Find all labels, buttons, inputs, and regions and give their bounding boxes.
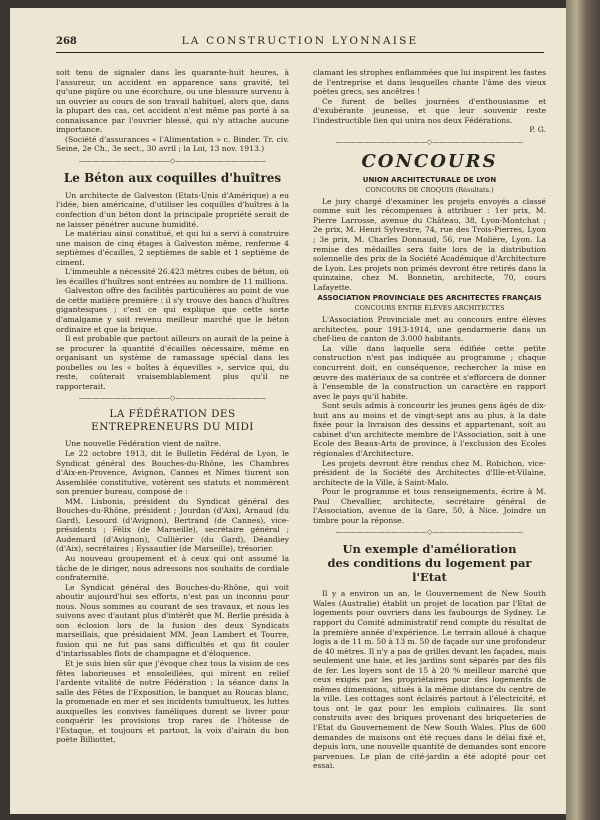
text-paragraph: Galveston offre des facilités particulières au point de vue de cette matière première : il s'y trouve des bancs d'huîtres gigantesques ; c'est ce qui explique que cette sorte d'amalgame y soit revenu meilleur marché que le béton ordinaire et que la brique. (56, 286, 289, 334)
subsection-title-association: ASSOCIATION PROVINCIALE DES ARCHITECTES FRANÇAIS (317, 294, 542, 303)
text-paragraph: Il y a environ un an, le Gouvernement de New South Wales (Australie) établit un projet de location par l'Etat de logements pour ouvriers dans les faubourgs de Sydney. Le rapport du Comité administratif rend compte du résultat de la première année d'expérience. Le terrain alloué à chaque logis a de 11 m. 50 à 13 m. 50 de façade sur une profondeur de 40 mètres. Il n'y a pas de grilles devant les façades, mais seulement une haie, et les jardins sont séparés par des fils de fer. Les loyers sont de 15 à 20 % meilleur marché que ceux exigés par les propriétaires pour des logements de mêmes dimensions, situés à la même distance du centre de la ville. Les cottages sont éclairés partout à l'électricité, et tous ont le gaz pour les emplois culinaires. Ils sont construits avec des briques provenant des briqueteries de l'Etat du Gouvernement de New South Wales. Plus de 600 demandes de maisons ont été reçues dans le délai fixé et, depuis lors, une nouvelle quantité de demandes sont encore parvenues. Le plan de cité-jardin a été adopté pour cet essai. (313, 589, 547, 771)
article-signature: P. G. (529, 125, 546, 135)
left-column (56, 68, 289, 745)
text-paragraph: Les projets devront être rendus chez M. Robichon, vice-président de la Société des Architectes d'Ille-et-Vilaine, architecte de la Ville, à Saint-Malo. (313, 458, 546, 487)
text-paragraph: Une nouvelle Fédération vient de naître. (65, 439, 222, 449)
journal-page (10, 8, 566, 814)
text-paragraph: Sont seuls admis à concourir les jeunes gens âgés de dix-huit ans au moins et de vingt-sept ans au plus, à la date fixée pour la livraison des dessins et appartenant, soit au cabinet d'un architecte membre de l'Association, soit à une Ecole des Beaux-Arts de province, à l'exclusion des Ecoles régionales d'Architecture. (313, 401, 546, 458)
text-paragraph: MM. Lisbonis, président du Syndicat général des Bouches-du-Rhône, président ; Jourdan (d'Aix), Arnaud (du Gard), Lesourd (d'Avignon), Bertrand (de Cannes), vice-présidents ; Félix (de Marseille), secrétaire général ; Audemard (d'Avignon), Cullièrier (du Gard), Déandiey (d'Aix), secrétaires ; Eyssautier (de Marseille), trésorier. (56, 496, 289, 554)
subsection-subtitle-union: CONCOURS DE CROQUIS (Résultats.) (365, 185, 494, 194)
text-paragraph: L'Association Provinciale met au concours entre élèves architectes, pour 1913-1914, une gendarmerie dans un chef-lieu de canton de 3.000 habitants. (313, 315, 546, 344)
text-paragraph: Au nouveau groupement et à ceux qui ont assumé la tâche de le diriger, nous adressons nos souhaits de cordiale confraternité. (56, 553, 289, 583)
text-paragraph: Le matériau ainsi constitué, et qui lui a servi à construire une maison de cinq étages à Galveston même, renferme 4 septièmes d'écailles, 2 septièmes de sable et 1 septième de ciment. (56, 229, 289, 267)
page-number: 268 (56, 36, 77, 47)
text-paragraph: soit tenu de signaler dans les quarante-huit heures, à l'assureur, un accident en apparence sans gravité, tel qu'une piqûre ou une écorchure, ou une blessure survenu à un ouvrier au cours de son travail habituel, alors que, dans la plupart des cas, cet accident n'est même pas porté à sa connaissance par l'ouvrier blessé, qui n'y attache aucune importance. (56, 68, 289, 135)
text-paragraph: Ce furent de belles journées d'enthousiasme et d'exubérante jeunesse, et que leur souvenir reste l'indestructible lien qui unira nos deux Fédérations. (313, 96, 546, 125)
article-title-exemple (313, 542, 546, 584)
journal-title: LA CONSTRUCTION LYONNAISE (181, 35, 419, 47)
text-paragraph: Il est probable que partout ailleurs on aurait de la peine à se procurer la quantité d'écailles nécessaire, même en organisant un système de ramassage spécial dans les poubelles ou les « boîtes à équevilles », service qui, du reste, coûterait vraisemblablement plus qu'il ne rapporterait. (56, 334, 289, 391)
page-header (56, 36, 544, 53)
book-edge (566, 0, 600, 820)
subsection-subtitle-association: CONCOURS ENTRE ÉLÈVES ARCHITECTES (354, 304, 505, 313)
article-title-federation: LA FÉDÉRATION DES ENTREPRENEURS DU MIDI (91, 408, 254, 434)
section-title-concours: CONCOURS (361, 150, 498, 172)
section-divider: —————————————◇————————————— (78, 394, 267, 403)
article-title-line: Un exemple d'amélioration (342, 542, 517, 557)
section-divider: —————————————◇————————————— (78, 156, 267, 165)
text-paragraph: La ville dans laquelle sera édifiée cette petite construction n'est pas indiquée au programme ; chaque concurrent doit, en conséquence, rechercher la mise en œuvre des matériaux de sa contrée et s'efforcera de donner à l'ensemble de la construction un caractère en rapport avec le pays qu'il habite. (313, 343, 546, 401)
text-paragraph: Le Syndicat général des Bouches-du-Rhône, qui voit aboutir aujourd'hui ses efforts, n'est pas un inconnu pour nous. Nous sommes au courant de ses travaux, et nous les suivons avec d'autant plus d'intérêt que M. Berlie présida à son éclosion lors de la fusion des deux Syndicats marseillais, que présidaient MM. Jean Lambert et Tourre, fusion qui ne fut pas sans difficultés et qui fit couler d'intarissables flots de champagne et d'éloquence. (56, 582, 289, 659)
subsection-title-union: UNION ARCHITECTURALE DE LYON (362, 175, 497, 184)
text-paragraph: L'immeuble a nécessité 26.423 mètres cubes de béton, où les écailles d'huîtres sont entrées au nombre de 11 millions. (56, 267, 289, 286)
text-paragraph: Le 22 octobre 1913, dit le Bulletin Fédéral de Lyon, le Syndicat général des Bouches-du-Rhône, les Chambres d'Aix-en-Provence, Avignon, Cannes et Nîmes tiurent son Assemblée constitutive, votèrent ses statuts et nommèrent son premier bureau, composé de : (56, 448, 289, 497)
text-paragraph: clamant les strophes enflammées que lui inspirent les fastes de l'entreprise et dans lesquelles chante l'âme des vieux poètes grecs, ses ancêtres ! (313, 68, 546, 97)
text-paragraph: Un architecte de Galveston (Etats-Unis d'Amérique) a eu l'idée, bien américaine, d'utiliser les coquilles d'huîtres à la confection d'un béton dont la principale propriété serait de ne laisser pénétrer aucune humidité. (56, 190, 289, 229)
text-paragraph: (Société d'assurances « l'Alimentation » c. Binder. Tr. civ. Seine, 2e Ch., 3e sect., 30 avril ; la Loi, 13 nov. 1913.) (56, 134, 289, 154)
section-divider: —————————————◇————————————— (335, 137, 524, 146)
text-paragraph: Pour le programme et tous renseignements, écrire à M. Paul Chevallier, architecte, secrétaire général de l'Association, avenue de la Gare, 50, à Nice. Joindre un timbre pour la réponse. (313, 487, 546, 525)
article-title-beton: Le Béton aux coquilles d'huîtres (63, 170, 282, 185)
right-column (313, 68, 546, 771)
article-title-line: des conditions du logement par l'Etat (327, 556, 532, 585)
text-paragraph: Le jury chargé d'examiner les projets envoyés a classé comme suit les récompenses à attribuer : 1er prix, M. Pierre Larrosse, avenue du Château, 38, Lyon-Montchat ; 2e prix, M. Henri Sylvestre, 74, rue des Trois-Pierres, Lyon ; 3e prix, M. Charles Donnaud, 56, rue Molière, Lyon. La remise des médailles sera faite lors de la distribution solennelle des prix de la Société Académique d'Architecture de Lyon. Les projets non primés devront être retirés dans la quinzaine, chez M. Bonnetin, architecte, 70, cours Lafayette. (313, 196, 546, 292)
text-paragraph: Et je suis bien sûr que j'évoque chez tous la vision de ces fêtes laborieuses et ensoleillées, qui mirent en relief l'ardente vitalité de notre Fédération : la séance dans la salle des Fêtes de l'Exposition, le banquet au Roucas blanc, la promenade en mer et ses incidents tumultueux, les luttes auxquelles les convives faméliques durent se livrer pour conquérir les provisions trop rares de l'hôtesse de l'Estaque, et toujours et partout, la voix d'airain du bon poète Billiottet, (56, 658, 289, 745)
section-divider: —————————————◇————————————— (335, 528, 524, 537)
